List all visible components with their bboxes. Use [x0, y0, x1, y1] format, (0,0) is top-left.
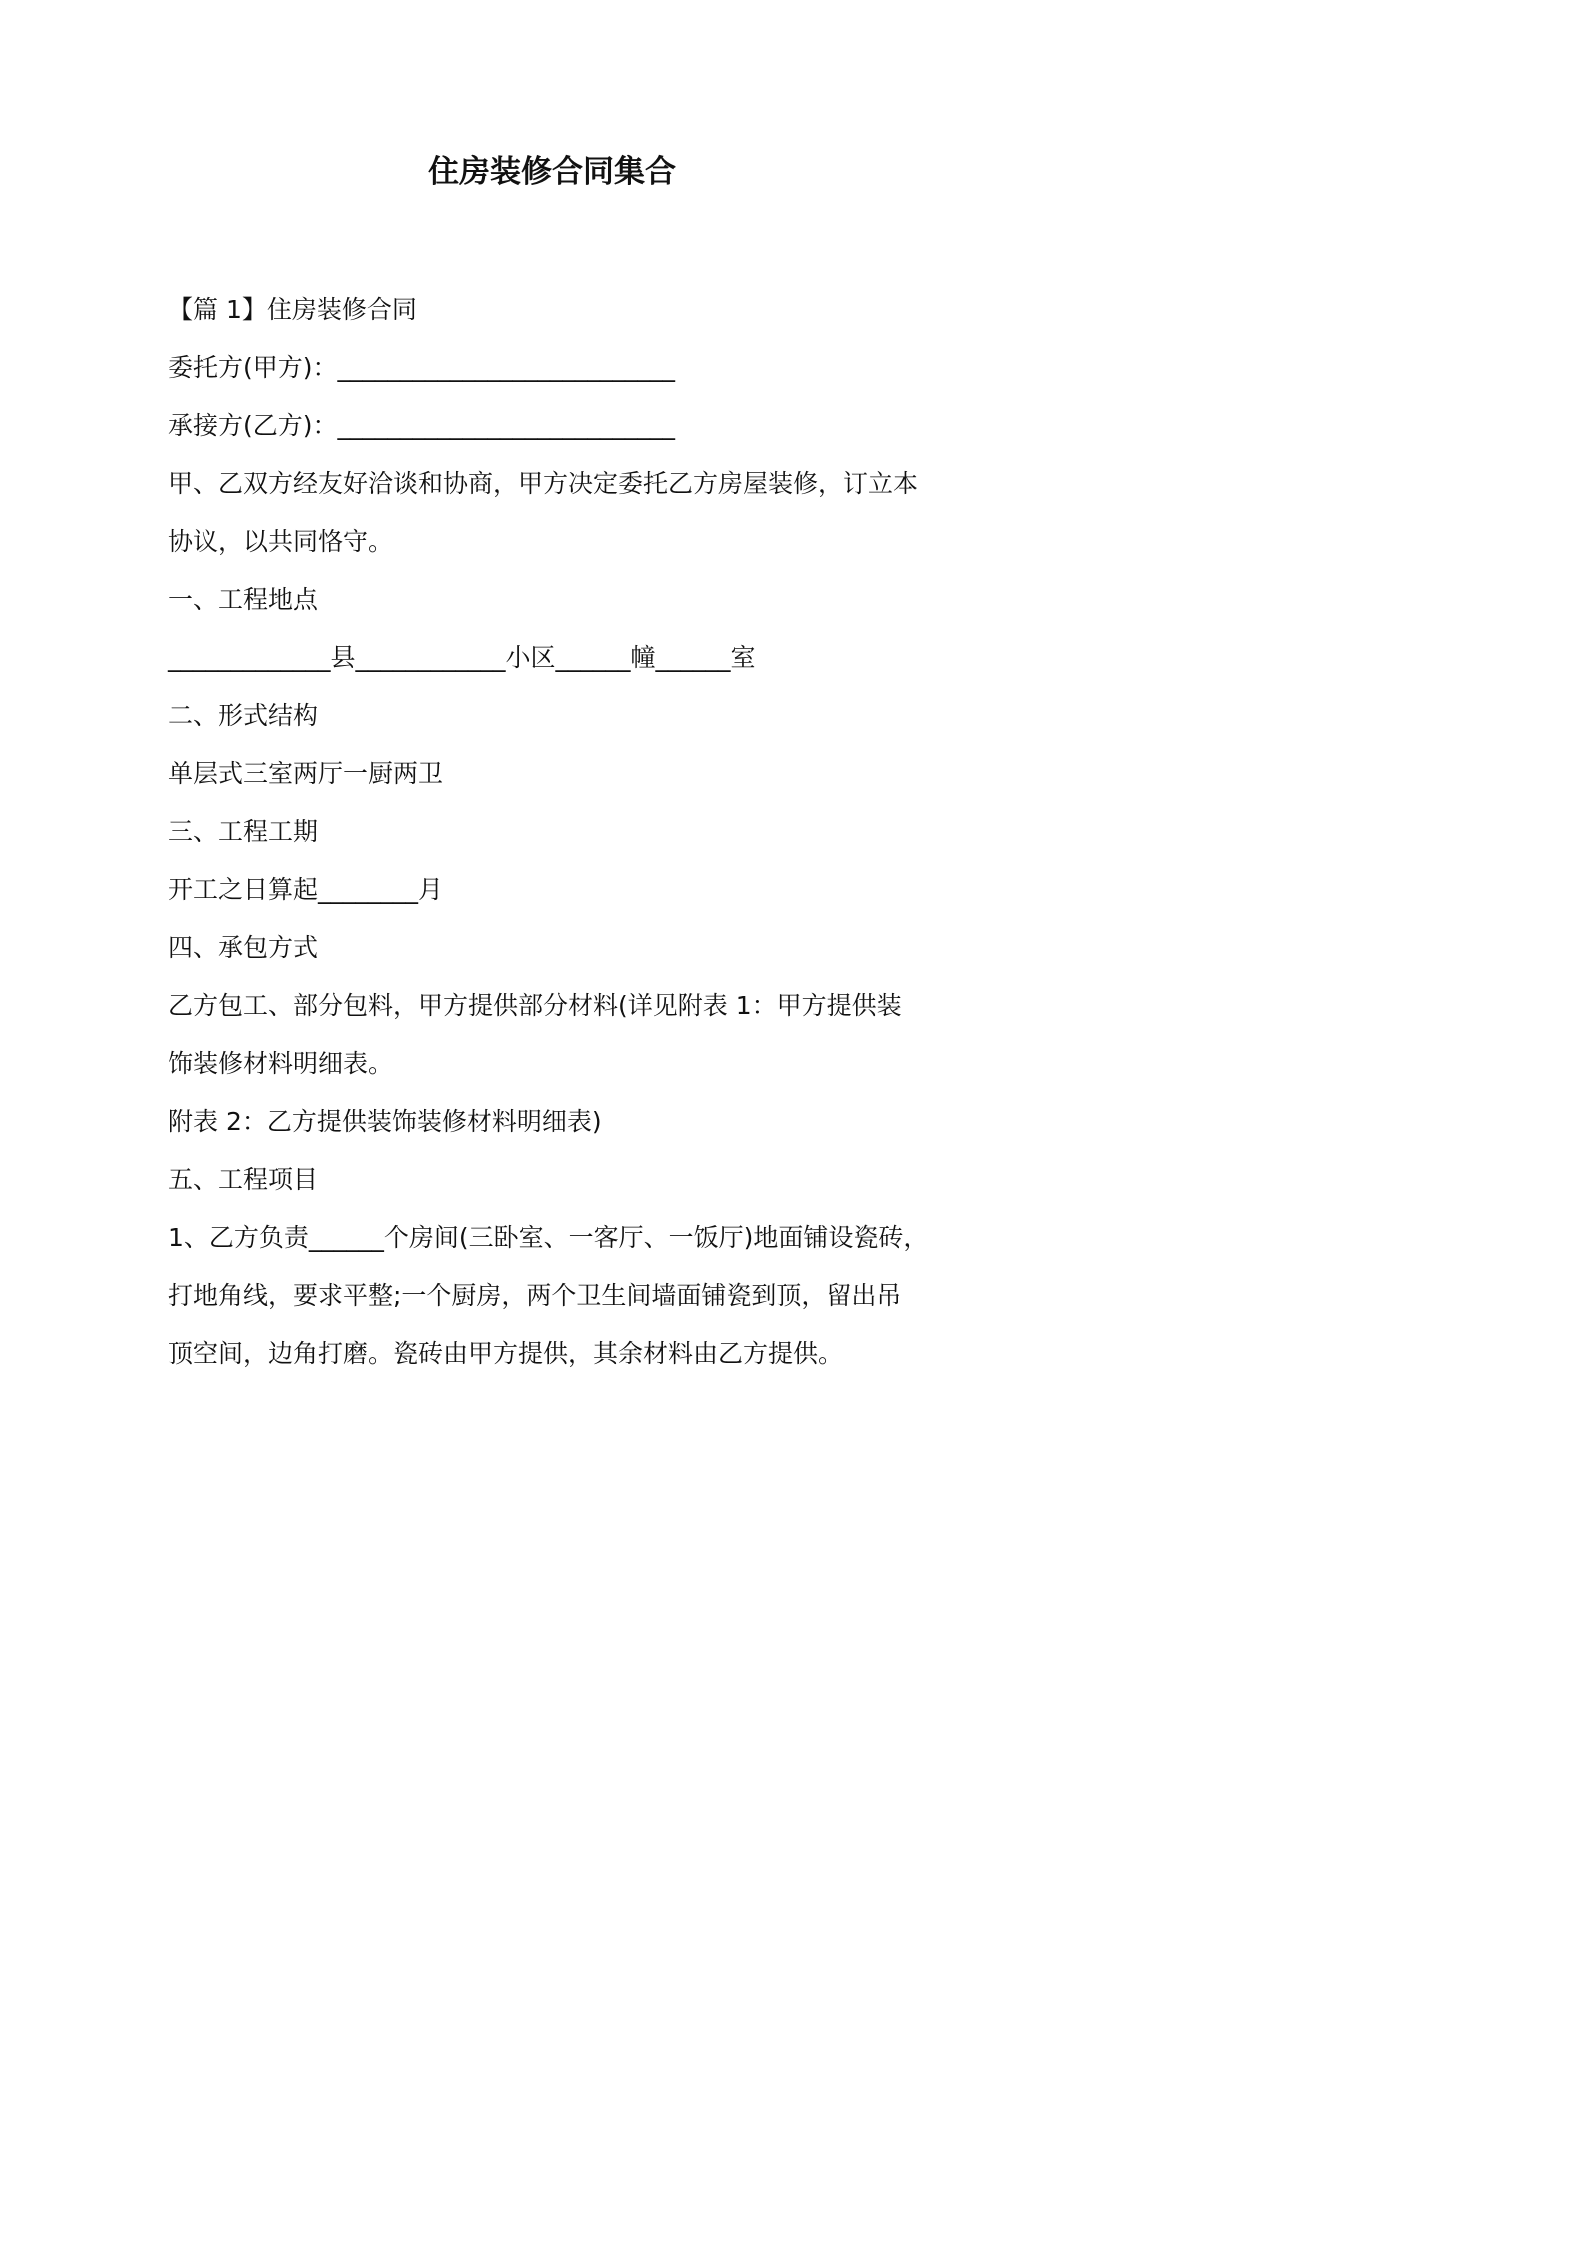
project-item-1-line-3: 顶空间，边角打磨。瓷砖由甲方提供，其余材料由乙方提供。	[168, 1339, 844, 1368]
party-a-line: 委托方(甲方)：___________________________	[168, 353, 676, 382]
contract-method-line-1: 乙方包工、部分包料，甲方提供部分材料(详见附表 1：甲方提供装	[168, 991, 902, 1020]
party-b-line: 承接方(乙方)：___________________________	[168, 411, 676, 440]
project-item-1-line-1: 1、乙方负责______个房间(三卧室、一客厅、一饭厅)地面铺设瓷砖，	[168, 1223, 929, 1252]
structure-text: 单层式三室两厅一厨两卫	[168, 759, 444, 788]
document-page	[0, 0, 1104, 1562]
document-title: 住房装修合同集合	[428, 154, 676, 190]
intro-paragraph-line-1: 甲、乙双方经友好洽谈和协商，甲方决定委托乙方房屋装修，订立本	[168, 469, 919, 498]
section-heading-project-items: 五、工程项目	[168, 1165, 319, 1194]
section-heading-location: 一、工程地点	[168, 585, 319, 614]
schedule-text: 开工之日算起________月	[168, 875, 444, 904]
contract-method-line-2: 饰装修材料明细表。	[168, 1049, 394, 1078]
contract-method-line-3: 附表 2：乙方提供装饰装修材料明细表)	[168, 1107, 602, 1136]
section-heading-part-1: 【篇 1】住房装修合同	[168, 295, 417, 324]
section-heading-contract-method: 四、承包方式	[168, 933, 319, 962]
location-fill-line: _____________县____________小区______幢______室	[168, 643, 756, 672]
intro-paragraph-line-2: 协议，以共同恪守。	[168, 527, 394, 556]
section-heading-structure: 二、形式结构	[168, 701, 319, 730]
section-heading-schedule: 三、工程工期	[168, 817, 319, 846]
document-body	[168, 281, 968, 1383]
project-item-1-line-2: 打地角线，要求平整;一个厨房，两个卫生间墙面铺瓷到顶，留出吊	[168, 1281, 902, 1310]
